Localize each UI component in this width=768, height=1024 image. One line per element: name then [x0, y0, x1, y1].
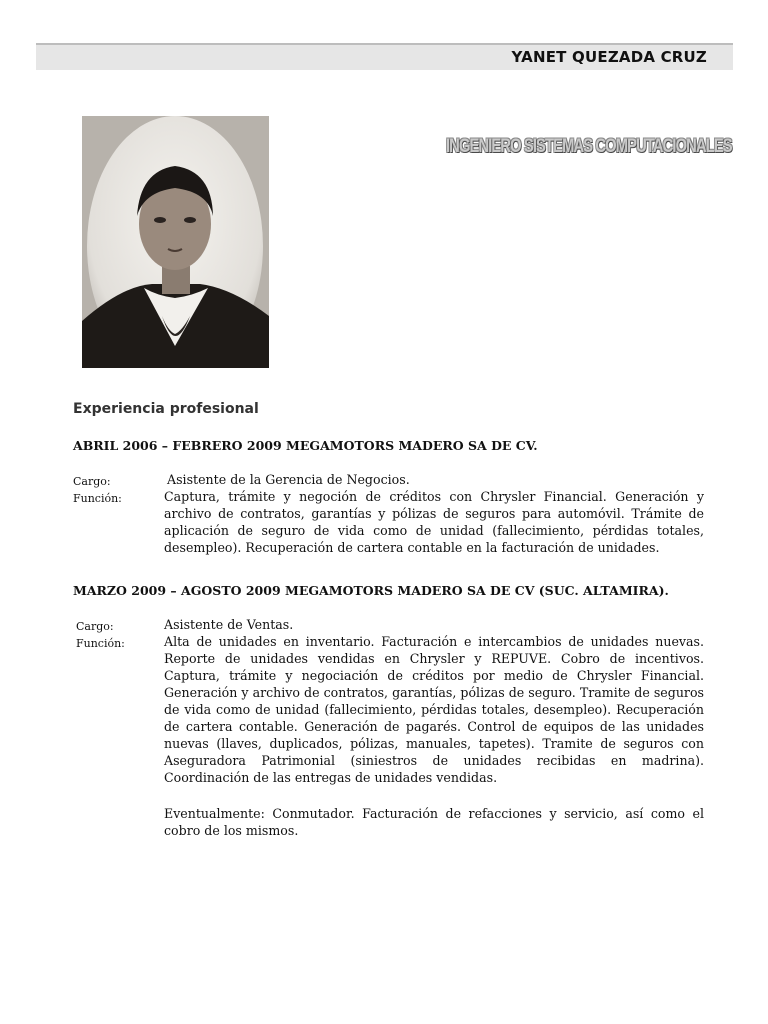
funcion-label-2: Función:	[76, 637, 125, 650]
funcion-label-1: Función:	[73, 492, 122, 505]
job-heading-2: MARZO 2009 – AGOSTO 2009 MEGAMOTORS MADERO SA DE CV (SUC. ALTAMIRA).	[73, 583, 669, 598]
professional-title: INGENIERO SISTEMAS COMPUTACIONALES	[446, 136, 732, 157]
funcion-value-2: Alta de unidades en inventario. Facturación e intercambios de unidades nuevas. Reporte de unidades vendidas en Chrysler y REPUVE. Cobro de incentivos. Captura, trámite y negociación de créditos por medio de Chrysler Financial. Generación y archivo de contratos, garantías, pólizas de seguro. Tramite de seguros de vida como de unidad (fallecimiento, pérdidas totales, desempleo). Recuperación de cartera contable. Generación de pagarés. Control de equipos de las unidades nuevas (llaves, duplicados, pólizas, manuales, tapetes). Tramite de seguros con Aseguradora Patrimonial (siniestros de unidades recibidas en madrina). Coordinación de las entregas de unidades vendidas.	[164, 634, 704, 785]
profile-photo	[82, 116, 269, 368]
cargo-value-2: Asistente de Ventas.	[164, 617, 294, 632]
funcion-value-1: Captura, trámite y negoción de créditos con Chrysler Financial. Generación y archivo de contratos, garantías y pólizas de seguros para automóvil. Trámite de aplicación de seguro de vida como de unidad (fallecimiento, pérdidas totales, desempleo). Recuperación de cartera contable en la facturación de unidades.	[164, 489, 704, 555]
cargo-label-2: Cargo:	[76, 620, 114, 633]
job-heading-1: ABRIL 2006 – FEBRERO 2009 MEGAMOTORS MADERO SA DE CV.	[73, 438, 538, 453]
candidate-name: YANET QUEZADA CRUZ	[511, 48, 707, 66]
cargo-value-1: Asistente de la Gerencia de Negocios.	[167, 472, 410, 487]
extra-duties-2: Eventualmente: Conmutador. Facturación de refacciones y servicio, así como el cobro de los mismos.	[164, 806, 704, 838]
header-bar	[36, 43, 733, 70]
section-heading-experience: Experiencia profesional	[73, 401, 259, 417]
cargo-label-1: Cargo:	[73, 475, 111, 488]
